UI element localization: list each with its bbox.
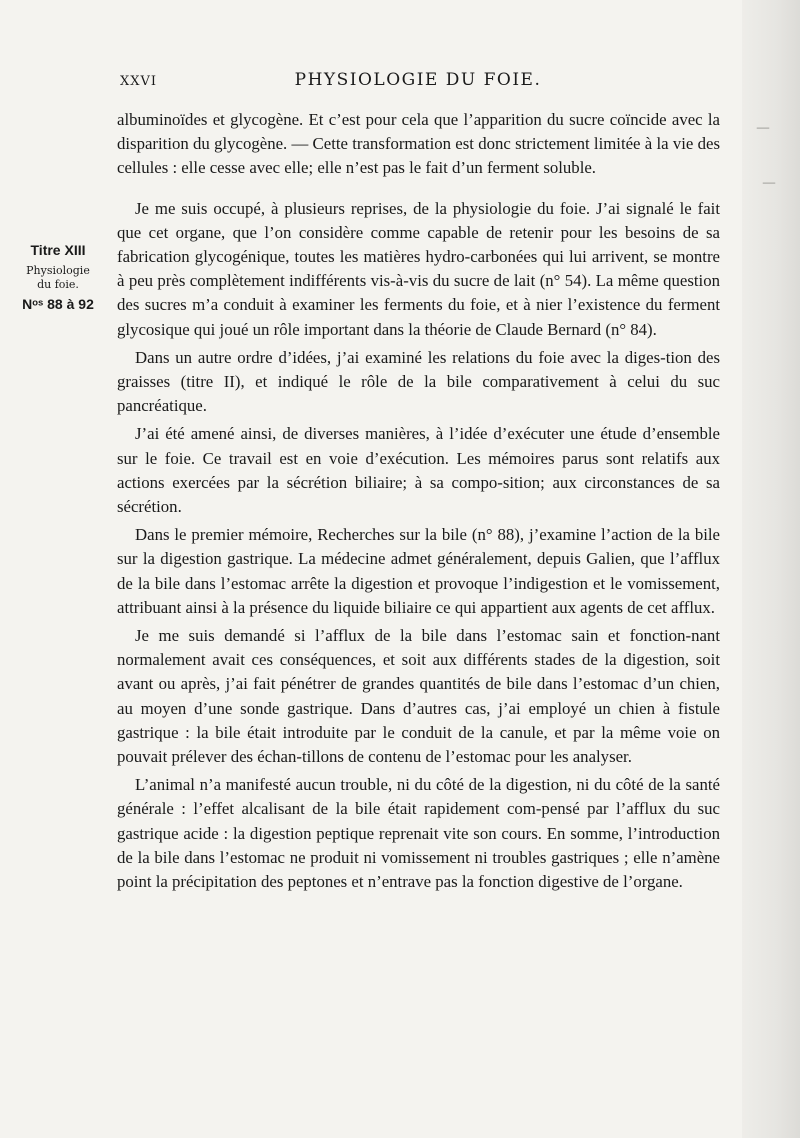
paragraph: J’ai été amené ainsi, de diverses manières, à l’idée d’exécuter une étude d’ensemble sur le foie. Ce travail est en voie d’exécution. Les mémoires parus sont relatifs aux actions exercées par la sécrétion biliaire; à sa compo-sition; aux circonstances de sa sécrétion. — [117, 424, 720, 517]
margin-note — [6, 242, 110, 312]
facing-page-bleed — [742, 0, 800, 1138]
margin-note-subtitle: du foie. — [37, 278, 79, 291]
bleed-mark: — — [762, 175, 776, 191]
page-header — [116, 70, 720, 94]
bleed-mark: — — [756, 120, 770, 136]
page-number: XXVI — [120, 74, 158, 89]
paragraph: L’animal n’a manifesté aucun trouble, ni du côté de la digestion, ni du côté de la santé générale : l’effet alcalisant de la bile était rapidement com-pensé par l’afflux du suc gastrique acide : la digestion peptique reprenait vite son cours. En somme, l’introduction de la bile dans l’estomac ne produit ni vomissement ni troubles gastriques ; elle n’amène point la précipitation des peptones et n’entrave pas la fonction digestive de l’organe. — [117, 775, 720, 892]
paragraph: Je me suis demandé si l’afflux de la bile dans l’estomac sain et fonction-nant normalement avait ces conséquences, et soit aux différents stades de la digestion, soit avant ou après, j’ai fait pénétrer de grandes quantités de bile dans l’estomac d’un chien, au moyen d’une sonde gastrique. Dans d’autres cas, j’ai employé un chien à fistule gastrique : la bile était introduite par le conduit de la canule, et par la même voie on pouvait prélever des échan-tillons de contenu de l’estomac pour les analyser. — [117, 626, 720, 767]
paragraph: albuminoïdes et glycogène. Et c’est pour cela que l’apparition du sucre coïncide avec la disparition du glycogène. — Cette transformation est donc strictement limitée à la vie des cellules : elle cesse avec elle; elle n’est pas le fait d’un ferment soluble. — [117, 110, 720, 178]
margin-note-subtitle: Physiologie — [26, 264, 90, 277]
margin-note-numbers: Nᵒˢ 88 à 92 — [22, 296, 94, 312]
margin-note-title: Titre XIII — [30, 242, 86, 258]
paragraph: Dans le premier mémoire, Recherches sur la bile (n° 88), j’examine l’action de la bile sur la digestion gastrique. La médecine admet généralement, depuis Galien, que l’afflux de la bile dans l’estomac arrête la digestion et provoque l’indigestion et le vomissement, attribuant ainsi à la présence du liquide biliaire ce qui appartient aux agents de cet afflux. — [117, 525, 720, 617]
paragraph: Je me suis occupé, à plusieurs reprises, de la physiologie du foie. J’ai signalé le fait que cet organe, que l’on considère comme capable de retenir pour les besoins de sa fabrication glycogénique, toutes les matières hydro-carbonées qui lui arrivent, se montre à peu près complètement indifférents vis-à-vis du sucre de lait (n° 54). La même question des sucres m’a conduit à examiner les ferments du foie, et à nier l’existence du ferment glycosique qui joué un rôle important dans la théorie de Claude Bernard (n° 84). — [117, 198, 720, 339]
running-title: PHYSIOLOGIE DU FOIE. — [294, 70, 542, 90]
body-text — [117, 108, 720, 898]
paragraph: Dans un autre ordre d’idées, j’ai examiné les relations du foie avec la diges-tion des graisses (titre II), et indiqué le rôle de la bile comparativement à celui du suc pancréatique. — [117, 347, 720, 416]
